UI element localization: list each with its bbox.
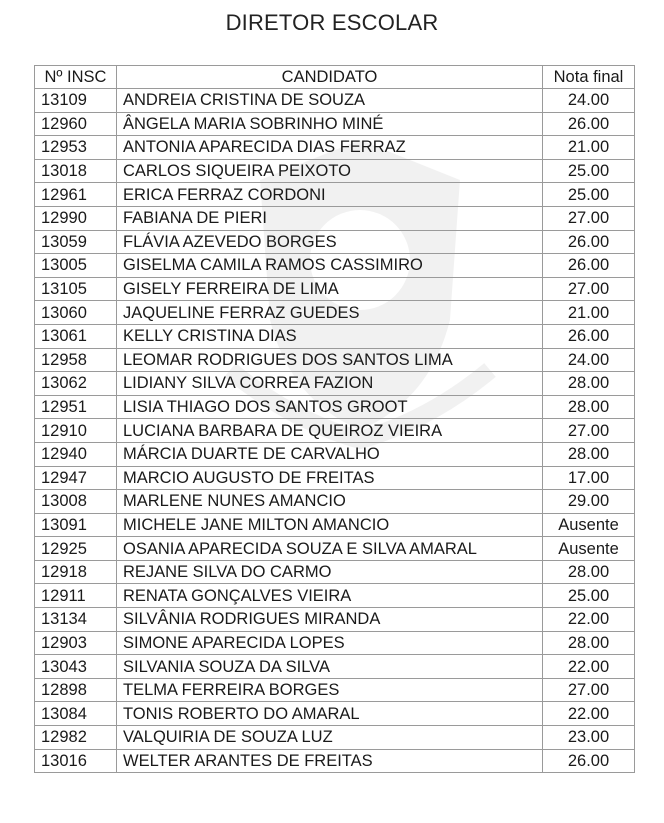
candidate-name-cell: SILVÂNIA RODRIGUES MIRANDA xyxy=(117,608,543,632)
candidate-name-cell: MARLENE NUNES AMANCIO xyxy=(117,490,543,514)
final-score-cell: 26.00 xyxy=(543,230,635,254)
table-row xyxy=(35,324,635,348)
table-row xyxy=(35,348,635,372)
insc-cell: 13134 xyxy=(35,608,117,632)
table-row xyxy=(35,702,635,726)
table-row xyxy=(35,183,635,207)
candidate-name-cell: ERICA FERRAZ CORDONI xyxy=(117,183,543,207)
candidate-name-cell: LIDIANY SILVA CORREA FAZION xyxy=(117,372,543,396)
table-row xyxy=(35,749,635,773)
candidate-name-cell: RENATA GONÇALVES VIEIRA xyxy=(117,584,543,608)
insc-cell: 12911 xyxy=(35,584,117,608)
candidate-name-cell: WELTER ARANTES DE FREITAS xyxy=(117,749,543,773)
candidate-name-cell: KELLY CRISTINA DIAS xyxy=(117,324,543,348)
insc-cell: 13018 xyxy=(35,159,117,183)
insc-cell: 13043 xyxy=(35,655,117,679)
candidate-name-cell: LISIA THIAGO DOS SANTOS GROOT xyxy=(117,395,543,419)
table-row xyxy=(35,608,635,632)
final-score-cell: Ausente xyxy=(543,537,635,561)
candidate-name-cell: ANDREIA CRISTINA DE SOUZA xyxy=(117,89,543,113)
final-score-cell: 26.00 xyxy=(543,254,635,278)
insc-cell: 12951 xyxy=(35,395,117,419)
insc-cell: 13062 xyxy=(35,372,117,396)
final-score-cell: Ausente xyxy=(543,513,635,537)
table-row xyxy=(35,89,635,113)
final-score-cell: 23.00 xyxy=(543,726,635,750)
final-score-cell: 24.00 xyxy=(543,89,635,113)
candidate-name-cell: REJANE SILVA DO CARMO xyxy=(117,560,543,584)
candidate-name-cell: TELMA FERREIRA BORGES xyxy=(117,678,543,702)
header-row xyxy=(35,66,635,89)
final-score-cell: 21.00 xyxy=(543,301,635,325)
final-score-cell: 27.00 xyxy=(543,678,635,702)
table-row xyxy=(35,419,635,443)
page-title: DIRETOR ESCOLAR xyxy=(225,10,439,35)
table-row xyxy=(35,631,635,655)
candidate-name-cell: FLÁVIA AZEVEDO BORGES xyxy=(117,230,543,254)
final-score-cell: 28.00 xyxy=(543,372,635,396)
candidate-name-cell: VALQUIRIA DE SOUZA LUZ xyxy=(117,726,543,750)
final-score-cell: 21.00 xyxy=(543,136,635,160)
results-table xyxy=(34,65,635,773)
final-score-cell: 26.00 xyxy=(543,749,635,773)
table-row xyxy=(35,490,635,514)
table-row xyxy=(35,277,635,301)
final-score-cell: 22.00 xyxy=(543,608,635,632)
insc-cell: 13105 xyxy=(35,277,117,301)
table-row xyxy=(35,254,635,278)
column-header-insc: Nº INSC xyxy=(35,66,117,89)
column-header-candidato: CANDIDATO xyxy=(117,66,543,89)
table-row xyxy=(35,584,635,608)
table-row xyxy=(35,301,635,325)
candidate-name-cell: OSANIA APARECIDA SOUZA E SILVA AMARAL xyxy=(117,537,543,561)
final-score-cell: 22.00 xyxy=(543,702,635,726)
table-row xyxy=(35,372,635,396)
final-score-cell: 24.00 xyxy=(543,348,635,372)
final-score-cell: 22.00 xyxy=(543,655,635,679)
candidate-name-cell: TONIS ROBERTO DO AMARAL xyxy=(117,702,543,726)
insc-cell: 12940 xyxy=(35,442,117,466)
final-score-cell: 17.00 xyxy=(543,466,635,490)
candidate-name-cell: LEOMAR RODRIGUES DOS SANTOS LIMA xyxy=(117,348,543,372)
insc-cell: 13084 xyxy=(35,702,117,726)
final-score-cell: 25.00 xyxy=(543,183,635,207)
insc-cell: 12990 xyxy=(35,206,117,230)
insc-cell: 12910 xyxy=(35,419,117,443)
table-row xyxy=(35,206,635,230)
insc-cell: 12947 xyxy=(35,466,117,490)
column-header-nota: Nota final xyxy=(543,66,635,89)
final-score-cell: 28.00 xyxy=(543,395,635,419)
candidate-name-cell: FABIANA DE PIERI xyxy=(117,206,543,230)
insc-cell: 13005 xyxy=(35,254,117,278)
candidate-name-cell: CARLOS SIQUEIRA PEIXOTO xyxy=(117,159,543,183)
final-score-cell: 27.00 xyxy=(543,277,635,301)
table-row xyxy=(35,655,635,679)
insc-cell: 12982 xyxy=(35,726,117,750)
table-body xyxy=(35,89,635,773)
insc-cell: 12925 xyxy=(35,537,117,561)
table-row xyxy=(35,442,635,466)
table-row xyxy=(35,537,635,561)
insc-cell: 12960 xyxy=(35,112,117,136)
insc-cell: 12918 xyxy=(35,560,117,584)
candidate-name-cell: SIMONE APARECIDA LOPES xyxy=(117,631,543,655)
final-score-cell: 28.00 xyxy=(543,442,635,466)
candidate-name-cell: GISELY FERREIRA DE LIMA xyxy=(117,277,543,301)
insc-cell: 13059 xyxy=(35,230,117,254)
table-row xyxy=(35,230,635,254)
insc-cell: 13008 xyxy=(35,490,117,514)
insc-cell: 13016 xyxy=(35,749,117,773)
final-score-cell: 25.00 xyxy=(543,584,635,608)
candidate-name-cell: ÂNGELA MARIA SOBRINHO MINÉ xyxy=(117,112,543,136)
table-row xyxy=(35,395,635,419)
insc-cell: 13109 xyxy=(35,89,117,113)
table-row xyxy=(35,678,635,702)
insc-cell: 13061 xyxy=(35,324,117,348)
insc-cell: 12903 xyxy=(35,631,117,655)
final-score-cell: 28.00 xyxy=(543,560,635,584)
insc-cell: 12898 xyxy=(35,678,117,702)
candidate-name-cell: MARCIO AUGUSTO DE FREITAS xyxy=(117,466,543,490)
candidate-name-cell: MÁRCIA DUARTE DE CARVALHO xyxy=(117,442,543,466)
insc-cell: 12953 xyxy=(35,136,117,160)
table-row xyxy=(35,112,635,136)
candidate-name-cell: GISELMA CAMILA RAMOS CASSIMIRO xyxy=(117,254,543,278)
final-score-cell: 27.00 xyxy=(543,419,635,443)
table-row xyxy=(35,136,635,160)
final-score-cell: 27.00 xyxy=(543,206,635,230)
final-score-cell: 25.00 xyxy=(543,159,635,183)
final-score-cell: 28.00 xyxy=(543,631,635,655)
table-row xyxy=(35,159,635,183)
final-score-cell: 29.00 xyxy=(543,490,635,514)
candidate-name-cell: ANTONIA APARECIDA DIAS FERRAZ xyxy=(117,136,543,160)
table-row xyxy=(35,560,635,584)
insc-cell: 12958 xyxy=(35,348,117,372)
table-row xyxy=(35,466,635,490)
table-row xyxy=(35,726,635,750)
insc-cell: 12961 xyxy=(35,183,117,207)
insc-cell: 13091 xyxy=(35,513,117,537)
candidate-name-cell: JAQUELINE FERRAZ GUEDES xyxy=(117,301,543,325)
candidate-name-cell: SILVANIA SOUZA DA SILVA xyxy=(117,655,543,679)
candidate-name-cell: LUCIANA BARBARA DE QUEIROZ VIEIRA xyxy=(117,419,543,443)
candidate-name-cell: MICHELE JANE MILTON AMANCIO xyxy=(117,513,543,537)
final-score-cell: 26.00 xyxy=(543,324,635,348)
final-score-cell: 26.00 xyxy=(543,112,635,136)
insc-cell: 13060 xyxy=(35,301,117,325)
table-row xyxy=(35,513,635,537)
